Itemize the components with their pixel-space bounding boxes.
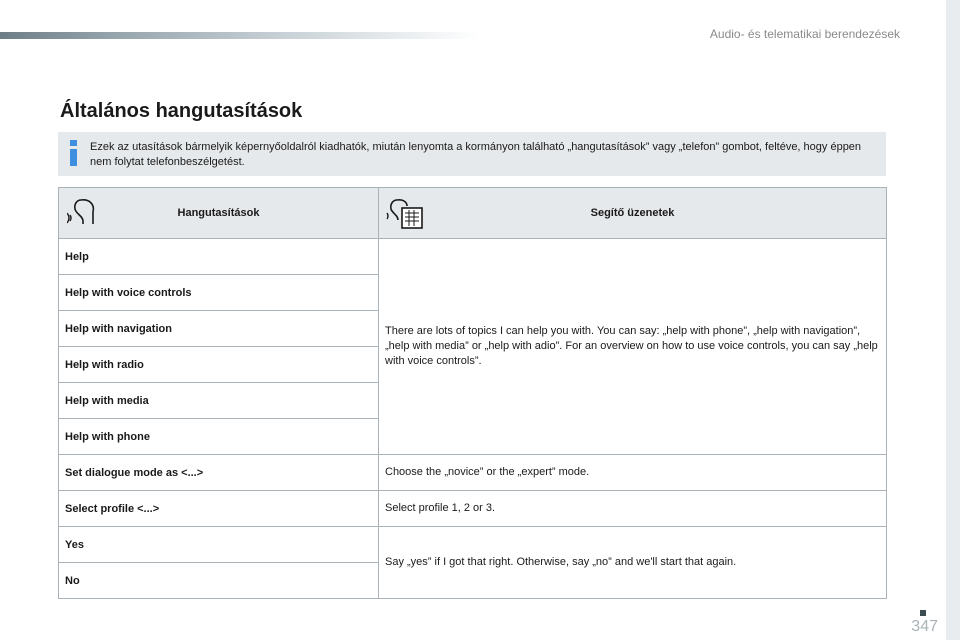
voice-commands-table [58,187,887,599]
info-note-text: Ezek az utasítások bármelyik képernyőoldalról kiadhatók, miután lenyomta a kormányon található „hangutasítások” vagy „telefon” gombot, feltéve, hogy éppen nem folytat telefonbeszélgetést. [90,141,862,168]
command-cell: Help with voice controls [59,275,379,311]
header-messages-label: Segítő üzenetek [590,207,675,219]
command-cell: No [59,563,379,599]
command-cell: Yes [59,527,379,563]
message-cell: Say „yes” if I got that right. Otherwise, say „no” and we'll start that again. [379,527,887,599]
header-commands [59,188,379,239]
info-icon [70,140,77,168]
table-row [59,455,887,491]
header-commands-label: Hangutasítások [177,207,260,219]
page-number: 347 [911,618,938,635]
message-cell: Select profile 1, 2 or 3. [379,491,887,527]
table-header-row [59,188,887,239]
table-row [59,239,887,275]
table-row [59,491,887,527]
page-edge-strip [946,0,960,640]
command-cell: Help with media [59,383,379,419]
header-messages [379,188,887,239]
voice-command-icon [67,196,101,229]
header-accent-bar [0,32,480,39]
command-cell: Help [59,239,379,275]
command-cell: Set dialogue mode as <...> [59,455,379,491]
section-title: Általános hangutasítások [60,100,303,122]
voice-help-screen-icon [385,196,425,233]
table-row [59,527,887,563]
command-cell: Select profile <...> [59,491,379,527]
page-marker [920,610,926,616]
command-cell: Help with phone [59,419,379,455]
command-cell: Help with navigation [59,311,379,347]
running-header: Audio- és telematikai berendezések [709,27,900,41]
help-message-cell: There are lots of topics I can help you with. You can say: „help with phone”, „help with navigation”, „help with media” or „help with adio”. For an overview on how to use voice controls, you can say „help with voice controls”. [379,239,887,455]
message-cell: Choose the „novice” or the „expert” mode. [379,455,887,491]
info-note [58,132,886,176]
command-cell: Help with radio [59,347,379,383]
